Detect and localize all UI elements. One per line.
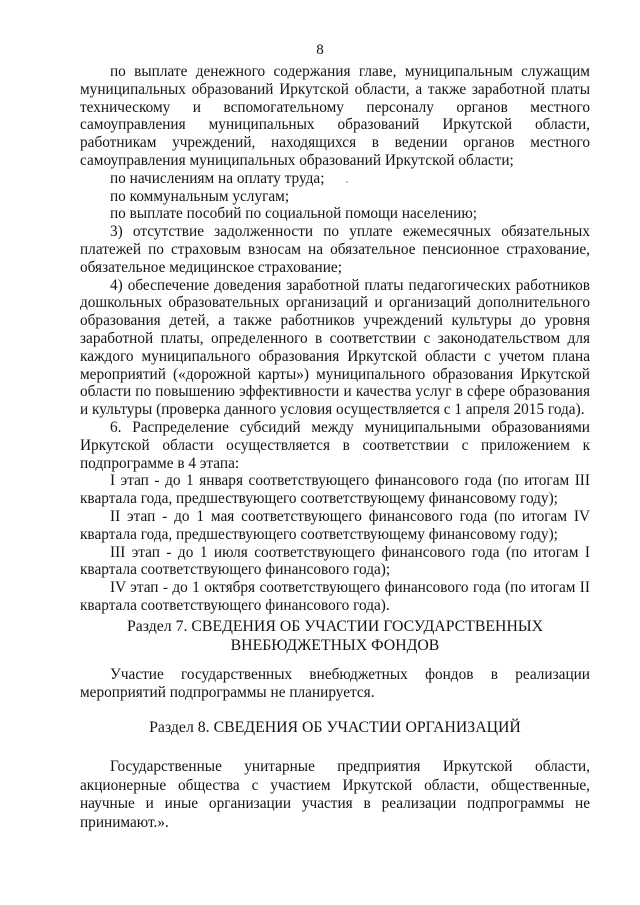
section-7-heading-line-1: Раздел 7. СВЕДЕНИЯ ОБ УЧАСТИИ ГОСУДАРСТВЕННЫХ	[126, 618, 544, 635]
paragraph-payroll-charges: по начислениям на оплату труда;	[110, 169, 325, 187]
paragraph-stage-2: II этап - до 1 мая соответствующего финансового года (по итогам IV квартала года, предшествующего соответствующему финансовому году);	[80, 507, 590, 543]
section-8-body	[80, 758, 590, 832]
section-7-heading-line-2: ВНЕБЮДЖЕТНЫХ ФОНДОВ	[230, 637, 440, 654]
section-7-body	[80, 666, 590, 702]
paragraph-condition-3: 3) отсутствие задолженности по уплате ежемесячных обязательных платежей по страховым взносам на обязательное пенсионное страхование, обязательное медицинское страхование;	[80, 223, 590, 276]
section-8-paragraph: Государственные унитарные предприятия Иркутской области, акционерные общества с участием Иркутской области, общественные, научные и иные организации участия в реализации подпрограммы не принимают.».	[80, 758, 590, 831]
section-7-heading	[80, 617, 590, 655]
paragraph-stage-1: I этап - до 1 января соответствующего финансового года (по итогам III квартала года, предшествующего соответствующему финансовому году);	[80, 472, 590, 508]
paragraph-social-benefits: по выплате пособий по социальной помощи населению;	[110, 205, 478, 223]
paragraph-item-6: 6. Распределение субсидий между муниципальными образованиями Иркутской области осуществляется в соответствии с приложением к подпрограмме в 4 этапа:	[80, 418, 590, 472]
body-text	[80, 63, 590, 615]
page-number: 8	[316, 42, 324, 58]
paragraph-condition-4: 4) обеспечение доведения заработной платы педагогических работников дошкольных образовательных организаций и организаций дополнительного образования детей, а также работников учреждений культуры до уровня заработной платы, определенного в соответствии с законодательством для каждого муниципального образования Иркутской области с учетом плана мероприятий («дорожной карты») муниципального образования Иркутской области по повышению эффективности и качества услуг в сфере образования и культуры (проверка данного условия осуществляется с 1 апреля 2015 года).	[80, 276, 590, 419]
section-7-paragraph: Участие государственных внебюджетных фондов в реализации мероприятий подпрограммы не планируется.	[80, 666, 590, 701]
paragraph-stage-3: III этап - до 1 июля соответствующего финансового года (по итогам I квартала соответствующего финансового года);	[80, 543, 590, 579]
paragraph-utilities: по коммунальным услугам;	[110, 187, 290, 205]
section-8-heading: Раздел 8. СВЕДЕНИЯ ОБ УЧАСТИИ ОРГАНИЗАЦИЙ	[149, 719, 521, 736]
paragraph-stage-4: IV этап - до 1 октября соответствующего финансового года (по итогам II квартала соответствующего финансового года).	[80, 579, 590, 614]
paragraph-salary-payment: по выплате денежного содержания главе, муниципальным служащим муниципальных образований Иркутской области, а также заработной платы техническому и вспомогательному персоналу органов местного самоуправления муниципальных образований Иркутской области, работникам учреждений, находящихся в ведении органов местного самоуправления муниципальных образований Иркутской области;	[80, 63, 590, 169]
